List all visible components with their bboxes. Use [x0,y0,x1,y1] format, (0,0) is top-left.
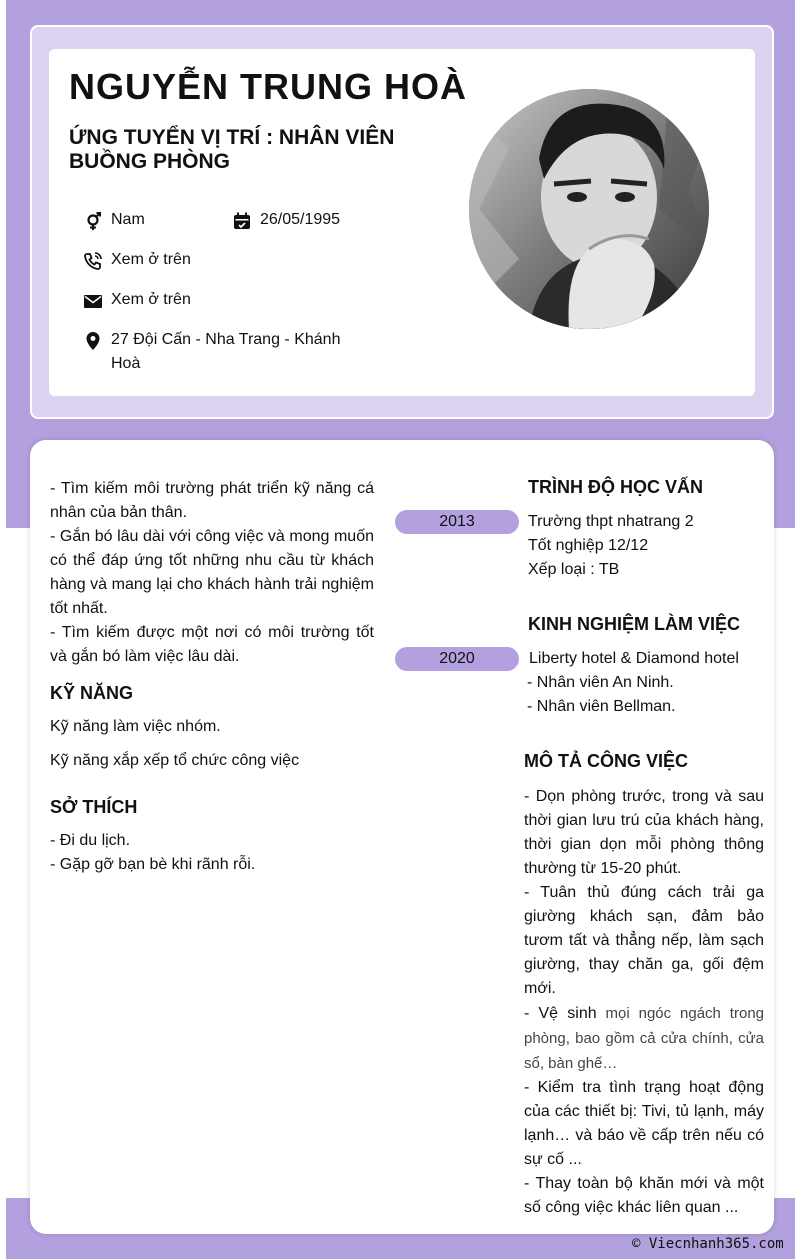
hobby-item: - Gặp gỡ bạn bè khi rãnh rỗi. [50,856,256,873]
birthdate-value: 26/05/1995 [260,211,341,228]
education-line: Xếp loại : TB [528,561,620,578]
experience-year-badge: 2020 [395,647,519,671]
email-value: Xem ở trên [111,291,191,308]
job-description-paragraph: - Kiểm tra tình trạng hoạt động của các thiết bị: Tivi, tủ lạnh, máy lạnh… và báo về cấp trên nếu có sự cố ... [524,1079,764,1168]
objective-line-1: - Tìm kiếm môi trường phát triển kỹ năng cá nhân của bản thân. [50,480,374,521]
education-line: Tốt nghiệp 12/12 [528,537,649,554]
phone-value: Xem ở trên [111,251,191,268]
job-description-rest: mọi ngóc ngách trong phòng, bao gồm cả cửa chính, cửa sổ, bàn ghế… [524,1005,764,1072]
skill-item: Kỹ năng xắp xếp tổ chức công việc [50,752,300,769]
email-icon [83,291,103,311]
address-value: 27 Đội Cấn - Nha Trang - Khánh Hoà [111,331,341,372]
phone-row [83,248,191,272]
hobby-item: - Đi du lịch. [50,832,131,849]
job-description-paragraph: - Dọn phòng trước, trong và sau thời gian lưu trú của khách hàng, thời gian dọn mỗi phòng thông thường từ 15-20 phút. [524,788,764,877]
email-row [83,288,191,312]
job-description-paragraph: - Tuân thủ đúng cách trải ga giường khách sạn, đảm bảo tươm tất và thẳng nếp, làm sạch giường, thay chăn ga, gối đệm mới. [524,884,764,997]
gender-icon [83,211,103,231]
objective-line-3: - Tìm kiếm được một nơi có môi trường tốt và gắn bó làm việc lâu dài. [50,624,374,665]
education-line: Trường thpt nhatrang 2 [528,513,694,530]
job-description-lead: - Vệ sinh [524,1005,597,1022]
experience-line: - Nhân viên Bellman. [527,698,676,715]
location-icon [83,331,103,351]
skills-title: KỸ NĂNG [50,683,134,703]
avatar-photo [469,89,709,329]
job-description-paragraph [524,1001,764,1076]
applied-position: ỨNG TUYỂN VỊ TRÍ : NHÂN VIÊN BUỒNG PHÒNG [69,126,395,173]
skill-item: Kỹ năng làm việc nhóm. [50,718,221,735]
calendar-icon [232,211,252,231]
footer-credit: © Viecnhanh365.com [632,1236,784,1252]
experience-line: Liberty hotel & Diamond hotel [529,650,739,667]
education-title: TRÌNH ĐỘ HỌC VẤN [528,477,703,497]
job-description-paragraph: - Thay toàn bộ khăn mới và một số công việc khác liên quan ... [524,1175,764,1216]
hobbies-title: SỞ THÍCH [50,797,138,817]
avatar [469,89,709,329]
objective-line-2: - Gắn bó lâu dài với công việc và mong muốn có thể đáp ứng tốt những nhu cầu từ khách hàng và mang lại cho khách hành trải nghiệm tốt nhất. [50,528,374,617]
birthdate-row [232,208,340,232]
education-year-badge: 2013 [395,510,519,534]
candidate-name: NGUYỄN TRUNG HOÀ [69,66,468,107]
experience-title: KINH NGHIỆM LÀM VIỆC [528,614,741,634]
gender-value: Nam [111,211,145,228]
address-row [83,328,353,376]
phone-icon [83,251,103,271]
gender-row [83,208,145,232]
job-description-title: MÔ TẢ CÔNG VIỆC [524,751,689,771]
experience-line: - Nhân viên An Ninh. [527,674,674,691]
